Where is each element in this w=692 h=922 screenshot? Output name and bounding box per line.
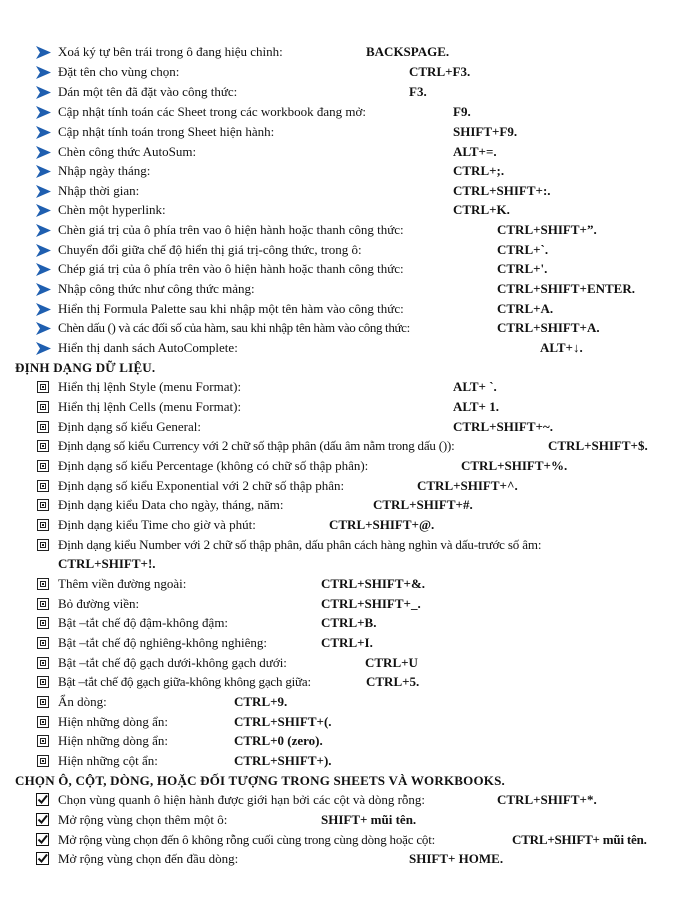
checkbox-bullet-icon (36, 833, 49, 846)
shortcut-description: Xoá ký tự bên trái trong ô đang hiệu chỉnh: (58, 44, 283, 59)
checkbox-bullet-icon (36, 852, 49, 865)
square-bullet-icon (37, 401, 49, 413)
shortcut-description: Chèn dấu () và các đối số của hàm, sau khi nhập tên hàm vào công thức: (58, 320, 410, 335)
checkbox-bullet-icon (36, 813, 49, 826)
shortcut-key: CTRL+SHIFT+#. (373, 497, 473, 512)
list-item (0, 122, 692, 142)
shortcut-key: F3. (409, 84, 427, 99)
shortcut-description: Bật –tắt chế độ đậm-không đậm: (58, 615, 229, 630)
list-item (0, 102, 692, 122)
shortcut-description: Cập nhật tính toán trong Sheet hiện hành: (58, 124, 275, 139)
shortcut-description: Ẩn dòng: (58, 694, 107, 709)
shortcut-key: CTRL+SHIFT+!. (58, 556, 156, 571)
list-item (0, 731, 692, 751)
shortcut-key: CTRL+SHIFT+$. (548, 438, 648, 453)
arrow-bullet-icon (36, 303, 51, 316)
shortcut-description: Hiển thị lệnh Cells (menu Format): (58, 399, 242, 414)
arrow-bullet-icon (36, 66, 51, 79)
list-item (0, 318, 692, 338)
shortcut-description: Mở rộng vùng chọn thêm một ô: (58, 812, 228, 827)
square-bullet-icon (37, 460, 49, 472)
shortcut-key: ALT+ `. (453, 379, 497, 394)
list-item (0, 672, 692, 692)
shortcut-description: Mở rộng vùng chọn đến ô không rỗng cuối cùng trong cùng dòng hoặc cột: (58, 832, 436, 847)
shortcut-key: CTRL+SHIFT+_. (321, 596, 421, 611)
shortcut-key: BACKSPAGE. (366, 44, 450, 59)
square-bullet-icon (37, 676, 49, 688)
list-item (0, 613, 692, 633)
shortcut-description: Định dạng số kiểu Currency với 2 chữ số thập phân (dấu âm nằm trong dấu ()): (58, 438, 455, 453)
shortcut-description: Thêm viền đường ngoài: (58, 576, 187, 591)
shortcut-key: CTRL+SHIFT+%. (461, 458, 568, 473)
square-bullet-icon (37, 637, 49, 649)
list-item (0, 515, 692, 535)
shortcut-key: CTRL+0 (zero). (234, 733, 323, 748)
shortcut-key: CTRL+SHIFT+:. (453, 183, 551, 198)
shortcut-description: Định dạng số kiểu Exponential với 2 chữ số thập phân: (58, 478, 345, 493)
shortcut-description: Định dạng số kiểu General: (58, 419, 201, 434)
shortcut-key: CTRL+5. (366, 674, 420, 689)
shortcut-key: CTRL+SHIFT+). (234, 753, 332, 768)
list-item (0, 240, 692, 260)
arrow-bullet-icon (36, 106, 51, 119)
shortcut-description: Hiện những cột ẩn: (58, 753, 158, 768)
square-bullet-icon (37, 381, 49, 393)
list-item (0, 279, 692, 299)
arrow-bullet-icon (36, 224, 51, 237)
list-item (0, 830, 692, 850)
square-bullet-icon (37, 617, 49, 629)
shortcut-key: CTRL+SHIFT+~. (453, 419, 553, 434)
list-item (0, 712, 692, 732)
section-heading: ĐỊNH DẠNG DỮ LIỆU. (15, 360, 156, 375)
square-bullet-icon (37, 735, 49, 747)
list-item (0, 790, 692, 810)
square-bullet-icon (37, 519, 49, 531)
list-item (0, 535, 692, 555)
list-item (0, 161, 692, 181)
shortcut-key: CTRL+SHIFT+ENTER. (497, 281, 635, 296)
checkbox-bullet-icon (36, 793, 49, 806)
shortcut-description: Chèn một hyperlink: (58, 202, 166, 217)
arrow-bullet-icon (36, 46, 51, 59)
shortcut-key: ALT+=. (453, 144, 497, 159)
list-item (0, 181, 692, 201)
list-item (0, 377, 692, 397)
shortcut-key: CTRL+U (365, 655, 418, 670)
shortcut-key: CTRL+SHIFT+&. (321, 576, 426, 591)
shortcut-key: CTRL+'. (497, 261, 548, 276)
shortcut-key: CTRL+9. (234, 694, 288, 709)
list-item (0, 633, 692, 653)
shortcut-description: Bật –tắt chế độ gạch dưới-không gạch dưới: (58, 655, 287, 670)
square-bullet-icon (37, 578, 49, 590)
square-bullet-icon (37, 598, 49, 610)
shortcut-key: CTRL+SHIFT+^. (417, 478, 518, 493)
square-bullet-icon (37, 539, 49, 551)
list-item (0, 476, 692, 496)
square-bullet-icon (37, 421, 49, 433)
shortcut-description: Bật –tắt chế độ gạch giữa-không không gạch giữa: (58, 674, 311, 689)
square-bullet-icon (37, 696, 49, 708)
shortcut-key: CTRL+;. (453, 163, 505, 178)
arrow-bullet-icon (36, 322, 51, 335)
shortcut-key: CTRL+K. (453, 202, 510, 217)
square-bullet-icon (37, 755, 49, 767)
shortcut-key: CTRL+SHIFT+A. (497, 320, 600, 335)
list-item (0, 299, 692, 319)
list-item (0, 142, 692, 162)
shortcut-description: Dán một tên đã đặt vào công thức: (58, 84, 238, 99)
list-item (0, 751, 692, 771)
shortcut-description: Bỏ đường viền: (58, 596, 140, 611)
list-item (0, 220, 692, 240)
list-item (0, 417, 692, 437)
shortcut-description: Chèn công thức AutoSum: (58, 144, 197, 159)
list-item (0, 397, 692, 417)
shortcut-description: Hiển thị lệnh Style (menu Format): (58, 379, 242, 394)
list-item (0, 810, 692, 830)
arrow-bullet-icon (36, 283, 51, 296)
arrow-bullet-icon (36, 244, 51, 257)
list-item (0, 653, 692, 673)
list-item (0, 849, 692, 869)
list-item (0, 692, 692, 712)
list-item (0, 62, 692, 82)
arrow-bullet-icon (36, 342, 51, 355)
shortcut-description: Hiển thị danh sách AutoComplete: (58, 340, 238, 355)
shortcut-key: ALT+ 1. (453, 399, 499, 414)
shortcut-key: SHIFT+ mũi tên. (321, 812, 417, 827)
square-bullet-icon (37, 657, 49, 669)
shortcut-key: SHIFT+F9. (453, 124, 518, 139)
list-item (0, 200, 692, 220)
shortcut-description: Cập nhật tính toán các Sheet trong các workbook đang mở: (58, 104, 366, 119)
shortcut-description: Mở rộng vùng chọn đến đầu dòng: (58, 851, 239, 866)
shortcut-description: Định dạng kiểu Data cho ngày, tháng, năm: (58, 497, 284, 512)
arrow-bullet-icon (36, 185, 51, 198)
shortcut-description: Chuyển đổi giữa chế độ hiển thị giá trị-công thức, trong ô: (58, 242, 362, 257)
list-item (0, 574, 692, 594)
shortcut-description: Định dạng kiểu Number với 2 chữ số thập phân, dấu phân cách hàng nghìn và dấu-trước số âm: (58, 537, 542, 552)
shortcut-key: SHIFT+ HOME. (409, 851, 504, 866)
shortcut-description: Nhập ngày tháng: (58, 163, 151, 178)
shortcut-key: CTRL+SHIFT+*. (497, 792, 597, 807)
shortcut-description: Chọn vùng quanh ô hiện hành được giới hạn bởi các cột và dòng rỗng: (58, 792, 426, 807)
shortcut-description: Chép giá trị của ô phía trên vào ô hiện hành hoặc thanh công thức: (58, 261, 404, 276)
square-bullet-icon (37, 440, 49, 452)
arrow-bullet-icon (36, 204, 51, 217)
section-heading: CHỌN Ô, CỘT, DÒNG, HOẶC ĐỐI TƯỢNG TRONG SHEETS VÀ WORKBOOKS. (15, 773, 505, 788)
shortcut-key: CTRL+A. (497, 301, 554, 316)
shortcut-description: Bật –tắt chế độ nghiêng-không nghiêng: (58, 635, 268, 650)
list-item (0, 594, 692, 614)
shortcut-description: Nhập thời gian: (58, 183, 140, 198)
arrow-bullet-icon (36, 126, 51, 139)
list-item (0, 259, 692, 279)
list-item (0, 495, 692, 515)
shortcut-key: CTRL+SHIFT+@. (329, 517, 435, 532)
square-bullet-icon (37, 499, 49, 511)
shortcut-key: CTRL+SHIFT+ mũi tên. (512, 832, 647, 847)
shortcut-key: CTRL+`. (497, 242, 549, 257)
shortcut-description: Hiện những dòng ẩn: (58, 714, 168, 729)
shortcut-key: CTRL+I. (321, 635, 373, 650)
square-bullet-icon (37, 716, 49, 728)
arrow-bullet-icon (36, 86, 51, 99)
shortcut-key: ALT+↓. (540, 340, 583, 355)
shortcut-key: F9. (453, 104, 471, 119)
list-item (0, 82, 692, 102)
list-item (0, 338, 692, 358)
shortcut-description: Chèn giá trị của ô phía trên vao ô hiện hành hoặc thanh công thức: (58, 222, 404, 237)
shortcut-key: CTRL+SHIFT+”. (497, 222, 597, 237)
arrow-bullet-icon (36, 263, 51, 276)
arrow-bullet-icon (36, 146, 51, 159)
shortcut-key: CTRL+SHIFT+(. (234, 714, 332, 729)
arrow-bullet-icon (36, 165, 51, 178)
shortcut-description: Hiển thị Formula Palette sau khi nhập một tên hàm vào công thức: (58, 301, 404, 316)
list-item (0, 456, 692, 476)
shortcut-description: Nhập công thức như công thức mảng: (58, 281, 255, 296)
square-bullet-icon (37, 480, 49, 492)
shortcut-description: Đặt tên cho vùng chọn: (58, 64, 180, 79)
shortcut-key: CTRL+B. (321, 615, 377, 630)
shortcut-description: Định dạng số kiểu Percentage (không có chữ số thập phân): (58, 458, 369, 473)
list-item (0, 42, 692, 62)
shortcut-description: Định dạng kiểu Time cho giờ và phút: (58, 517, 256, 532)
list-item (0, 436, 692, 456)
shortcut-description: Hiện những dòng ẩn: (58, 733, 168, 748)
shortcut-key: CTRL+F3. (409, 64, 471, 79)
